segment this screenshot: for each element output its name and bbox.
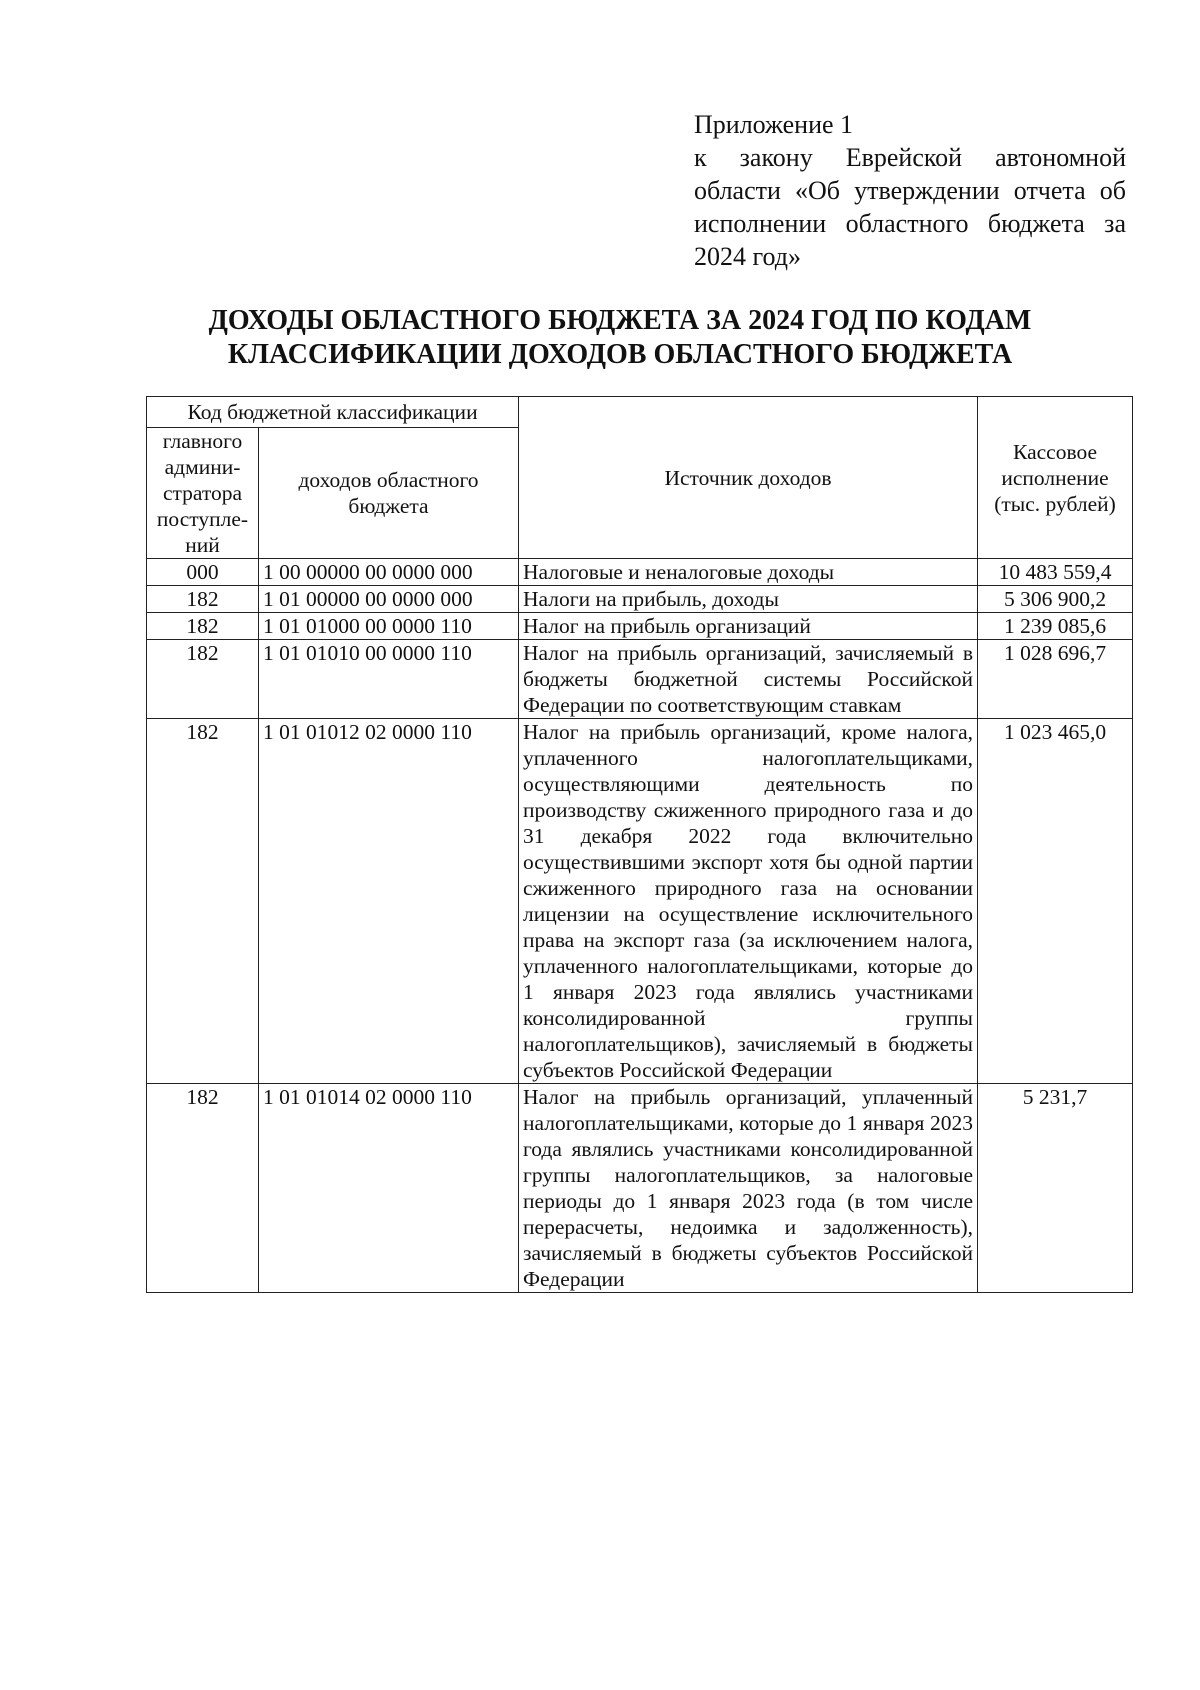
page-title <box>150 304 1090 372</box>
table-row <box>147 586 1133 613</box>
amount-cell: 5 306 900,2 <box>978 586 1133 613</box>
revenue-source-cell: Налог на прибыль организаций, уплаченный налогоплательщиками, которые до 1 января 2023 года являлись участниками консолидированной группы налогоплательщиков, за налоговые периоды до 1 января 2023 года (в том числе перерасчеты, недоимка и задолженность), зачисляемый в бюджеты субъектов Российской Федерации <box>519 1084 978 1293</box>
revenue-source-cell: Налоговые и неналоговые доходы <box>519 559 978 586</box>
header-regional-revenue-code: доходов областного бюджета <box>259 428 519 559</box>
revenue-code-cell: 1 01 00000 00 0000 000 <box>259 586 519 613</box>
header-row-group <box>147 397 1133 428</box>
page-title-line-2: КЛАССИФИКАЦИИ ДОХОДОВ ОБЛАСТНОГО БЮДЖЕТА <box>227 339 1013 370</box>
appendix-title: Приложение 1 <box>694 110 854 139</box>
amount-cell: 1 023 465,0 <box>978 719 1133 1084</box>
revenue-table <box>146 396 1133 1293</box>
revenue-code-cell: 1 01 01012 02 0000 110 <box>259 719 519 1084</box>
header-revenue-source: Источник доходов <box>519 397 978 559</box>
revenue-source-cell: Налог на прибыль организаций, кроме налога, уплаченного налогоплательщиками, осуществляющими деятельность по производству сжиженного природного газа и до 31 декабря 2022 года включительно осуществившими экспорт хотя бы одной партии сжиженного природного газа на основании лицензии на осуществление исключительного права на экспорт газа (за исключением налога, уплаченного налогоплательщиками, которые до 1 января 2023 года являлись участниками консолидированной группы налогоплательщиков), зачисляемый в бюджеты субъектов Российской Федерации <box>519 719 978 1084</box>
table-row <box>147 1084 1133 1293</box>
revenue-code-cell: 1 01 01010 00 0000 110 <box>259 640 519 719</box>
revenue-code-cell: 1 01 01014 02 0000 110 <box>259 1084 519 1293</box>
table-row <box>147 559 1133 586</box>
admin-code-cell: 182 <box>147 719 259 1084</box>
amount-cell: 10 483 559,4 <box>978 559 1133 586</box>
header-cash-execution: Кассовое исполнение (тыс. рублей) <box>978 397 1133 559</box>
revenue-code-cell: 1 01 01000 00 0000 110 <box>259 613 519 640</box>
header-main-administrator: главного админи-стратора поступле-ний <box>147 428 259 559</box>
admin-code-cell: 182 <box>147 640 259 719</box>
table-row <box>147 719 1133 1084</box>
appendix-law-reference: к закону Еврейской автономной области «Об утверждении отчета об исполнении областного бюджета за 2024 год» <box>694 143 1126 271</box>
admin-code-cell: 182 <box>147 613 259 640</box>
amount-cell: 5 231,7 <box>978 1084 1133 1293</box>
header-budget-classification-code: Код бюджетной классификации <box>147 397 519 428</box>
table-row <box>147 613 1133 640</box>
revenue-source-cell: Налог на прибыль организаций <box>519 613 978 640</box>
appendix-note <box>694 108 1126 273</box>
admin-code-cell: 182 <box>147 1084 259 1293</box>
revenue-table-body <box>147 559 1133 1293</box>
amount-cell: 1 028 696,7 <box>978 640 1133 719</box>
page-title-line-1: ДОХОДЫ ОБЛАСТНОГО БЮДЖЕТА ЗА 2024 ГОД ПО КОДАМ <box>208 305 1032 336</box>
amount-cell: 1 239 085,6 <box>978 613 1133 640</box>
admin-code-cell: 000 <box>147 559 259 586</box>
revenue-table-header <box>147 397 1133 559</box>
revenue-code-cell: 1 00 00000 00 0000 000 <box>259 559 519 586</box>
table-row <box>147 640 1133 719</box>
admin-code-cell: 182 <box>147 586 259 613</box>
revenue-source-cell: Налоги на прибыль, доходы <box>519 586 978 613</box>
revenue-source-cell: Налог на прибыль организаций, зачисляемый в бюджеты бюджетной системы Российской Федерации по соответствующим ставкам <box>519 640 978 719</box>
